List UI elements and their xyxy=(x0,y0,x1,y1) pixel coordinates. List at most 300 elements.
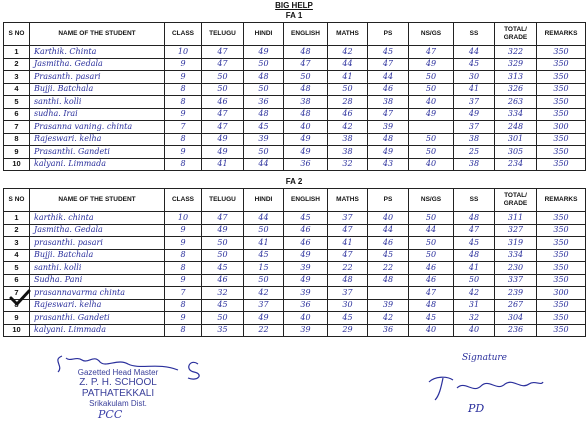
table-cell: 48 xyxy=(284,108,328,121)
table-cell: 8 xyxy=(165,158,202,171)
table-cell: 2 xyxy=(4,224,30,237)
student-name-cell: Jasmitha. Gedala xyxy=(30,58,165,71)
table-cell: 45 xyxy=(328,312,368,325)
table-cell: 234 xyxy=(495,158,537,171)
table-cell: 40 xyxy=(409,96,454,109)
table-cell: 48 xyxy=(284,83,328,96)
student-name-cell: karthik. chinta xyxy=(30,212,165,225)
table-cell: 50 xyxy=(409,249,454,262)
table-cell: 8 xyxy=(165,249,202,262)
table-cell: 301 xyxy=(495,133,537,146)
table-cell: 311 xyxy=(495,212,537,225)
table-cell: 44 xyxy=(328,58,368,71)
table-cell: 50 xyxy=(202,237,244,250)
table-cell: 44 xyxy=(244,158,284,171)
table-cell: 47 xyxy=(202,58,244,71)
table-cell: 45 xyxy=(409,312,454,325)
stamp-line-2: Z. P. H. SCHOOL xyxy=(79,377,157,388)
student-name-cell: Prasanthi. Gandeti xyxy=(30,146,165,159)
fa2-title: FA 2 xyxy=(285,177,303,186)
stamp-line-4: Srikakulam Dist. xyxy=(89,399,147,408)
table-cell: 39 xyxy=(368,121,409,134)
table-cell: 350 xyxy=(537,46,586,59)
table-cell: 236 xyxy=(495,324,537,337)
table-row xyxy=(4,83,586,96)
fa1-col-header: NS/GS xyxy=(409,23,454,46)
table-cell: 8 xyxy=(4,133,30,146)
table-cell: 37 xyxy=(454,121,495,134)
table-cell: 50 xyxy=(409,83,454,96)
table-cell: 8 xyxy=(165,96,202,109)
table-cell: 350 xyxy=(537,158,586,171)
table-cell: 32 xyxy=(454,312,495,325)
pd-label: PD xyxy=(468,402,485,415)
table-cell: 9 xyxy=(165,237,202,250)
table-cell: 38 xyxy=(454,158,495,171)
table-cell: 248 xyxy=(495,121,537,134)
table-cell: 46 xyxy=(202,274,244,287)
table-cell: 47 xyxy=(202,108,244,121)
table-cell: 300 xyxy=(537,287,586,300)
table-cell: 5 xyxy=(4,262,30,275)
fa2-body xyxy=(4,212,586,337)
table-cell: 50 xyxy=(244,224,284,237)
pcc-label: PCC xyxy=(98,408,123,421)
table-cell: 36 xyxy=(284,299,328,312)
fa2-col-header: MATHS xyxy=(328,189,368,212)
table-cell: 10 xyxy=(165,46,202,59)
table-cell: 48 xyxy=(368,133,409,146)
table-cell: 49 xyxy=(244,46,284,59)
table-cell: 46 xyxy=(368,83,409,96)
table-cell: 49 xyxy=(284,133,328,146)
fa2-col-header: PS xyxy=(368,189,409,212)
table-cell: 9 xyxy=(165,71,202,84)
table-row xyxy=(4,158,586,171)
table-cell: 48 xyxy=(284,46,328,59)
table-cell: 47 xyxy=(202,121,244,134)
table-row xyxy=(4,133,586,146)
table-cell: 8 xyxy=(165,299,202,312)
table-cell: 9 xyxy=(165,108,202,121)
table-cell: 31 xyxy=(454,299,495,312)
student-name-cell: santhi. kolli xyxy=(30,96,165,109)
table-cell: 50 xyxy=(409,212,454,225)
table-cell: 39 xyxy=(284,324,328,337)
student-name-cell: kalyani. Limmada xyxy=(30,158,165,171)
fa1-table xyxy=(3,22,586,171)
table-row xyxy=(4,71,586,84)
table-cell: 49 xyxy=(202,146,244,159)
table-cell: 48 xyxy=(454,212,495,225)
table-cell: 350 xyxy=(537,262,586,275)
table-cell: 44 xyxy=(368,224,409,237)
table-cell: 350 xyxy=(537,212,586,225)
table-cell: 305 xyxy=(495,146,537,159)
table-cell: 47 xyxy=(409,46,454,59)
student-name-cell: Rajeswari. kelha xyxy=(30,133,165,146)
table-cell: 3 xyxy=(4,237,30,250)
table-cell: 50 xyxy=(202,249,244,262)
table-cell: 36 xyxy=(244,96,284,109)
table-cell: 30 xyxy=(454,71,495,84)
table-cell: 43 xyxy=(368,158,409,171)
table-cell: 350 xyxy=(537,133,586,146)
student-name-cell: Prasanth. pasari xyxy=(30,71,165,84)
table-cell: 329 xyxy=(495,58,537,71)
table-cell: 10 xyxy=(4,324,30,337)
table-cell xyxy=(368,287,409,300)
table-cell: 50 xyxy=(202,312,244,325)
table-cell: 263 xyxy=(495,96,537,109)
table-cell: 50 xyxy=(284,71,328,84)
table-cell: 46 xyxy=(284,224,328,237)
table-cell: 48 xyxy=(244,108,284,121)
table-cell: 9 xyxy=(165,146,202,159)
table-cell: 8 xyxy=(165,324,202,337)
table-cell: 47 xyxy=(368,58,409,71)
table-cell: 46 xyxy=(409,262,454,275)
fa1-col-header: PS xyxy=(368,23,409,46)
table-cell: 334 xyxy=(495,108,537,121)
fa2-col-header: HINDI xyxy=(244,189,284,212)
student-name-cell: santhi. kolli xyxy=(30,262,165,275)
table-cell: 22 xyxy=(328,262,368,275)
fa1-header-row xyxy=(4,23,586,46)
table-cell: 42 xyxy=(328,121,368,134)
table-cell: 350 xyxy=(537,224,586,237)
table-cell: 45 xyxy=(454,237,495,250)
table-cell: 45 xyxy=(284,212,328,225)
table-cell: 304 xyxy=(495,312,537,325)
table-cell: 7 xyxy=(4,287,30,300)
table-cell: 37 xyxy=(244,299,284,312)
table-cell: 41 xyxy=(454,262,495,275)
fa2-col-header: REMARKS xyxy=(537,189,586,212)
table-cell: 40 xyxy=(409,324,454,337)
table-cell: 49 xyxy=(202,133,244,146)
student-name-cell: prasanthi. pasari xyxy=(30,237,165,250)
table-cell: 45 xyxy=(244,121,284,134)
table-cell: 9 xyxy=(165,58,202,71)
student-name-cell: Rajeswari. kelha xyxy=(30,299,165,312)
student-name-cell: Karthik. Chinta xyxy=(30,46,165,59)
table-cell: 29 xyxy=(328,324,368,337)
table-cell: 40 xyxy=(454,324,495,337)
fa2-header-row xyxy=(4,189,586,212)
table-row xyxy=(4,96,586,109)
table-cell: 48 xyxy=(409,299,454,312)
table-cell: 45 xyxy=(202,262,244,275)
table-cell: 39 xyxy=(244,133,284,146)
fa1-col-header: CLASS xyxy=(165,23,202,46)
table-cell: 48 xyxy=(244,71,284,84)
table-cell: 50 xyxy=(244,83,284,96)
table-cell: 49 xyxy=(409,108,454,121)
table-cell: 47 xyxy=(202,46,244,59)
table-cell: 50 xyxy=(202,71,244,84)
fa1-col-header: ENGLISH xyxy=(284,23,328,46)
table-cell: 49 xyxy=(454,108,495,121)
table-cell: 8 xyxy=(165,83,202,96)
table-cell: 350 xyxy=(537,96,586,109)
table-cell: 5 xyxy=(4,96,30,109)
table-cell: 39 xyxy=(284,287,328,300)
table-cell: 44 xyxy=(409,224,454,237)
fa1-col-header: TOTAL/ GRADE xyxy=(495,23,537,46)
table-cell: 38 xyxy=(328,133,368,146)
table-cell: 47 xyxy=(328,249,368,262)
fa1-col-header: MATHS xyxy=(328,23,368,46)
table-cell: 41 xyxy=(328,71,368,84)
table-row xyxy=(4,287,586,300)
stamp-line-1: Gazetted Head Master xyxy=(77,368,159,377)
table-cell: 49 xyxy=(244,312,284,325)
table-cell: 45 xyxy=(202,299,244,312)
table-cell: 42 xyxy=(328,46,368,59)
table-row xyxy=(4,249,586,262)
table-cell: 37 xyxy=(328,287,368,300)
table-cell: 48 xyxy=(328,274,368,287)
table-cell: 10 xyxy=(4,158,30,171)
table-cell: 50 xyxy=(244,58,284,71)
table-cell: 6 xyxy=(4,108,30,121)
table-cell: 50 xyxy=(409,146,454,159)
table-cell: 8 xyxy=(165,133,202,146)
student-name-cell: Bujji. Batchala xyxy=(30,249,165,262)
table-row xyxy=(4,324,586,337)
student-name-cell: Jasmitha. Gedala xyxy=(30,224,165,237)
table-cell: 350 xyxy=(537,249,586,262)
table-cell: 350 xyxy=(537,237,586,250)
table-row xyxy=(4,237,586,250)
table-cell: 230 xyxy=(495,262,537,275)
table-row xyxy=(4,46,586,59)
table-cell: 49 xyxy=(284,274,328,287)
table-cell: 9 xyxy=(165,274,202,287)
table-cell: 40 xyxy=(284,121,328,134)
table-cell: 50 xyxy=(202,83,244,96)
table-cell: 313 xyxy=(495,71,537,84)
table-cell: 6 xyxy=(4,274,30,287)
table-row xyxy=(4,312,586,325)
table-cell: 334 xyxy=(495,249,537,262)
fa2-table xyxy=(3,188,586,337)
table-cell: 28 xyxy=(328,96,368,109)
table-cell: 46 xyxy=(284,237,328,250)
table-cell: 47 xyxy=(409,287,454,300)
table-cell: 46 xyxy=(202,96,244,109)
table-cell: 48 xyxy=(368,274,409,287)
table-cell: 47 xyxy=(328,224,368,237)
table-cell: 4 xyxy=(4,249,30,262)
table-cell: 45 xyxy=(244,249,284,262)
student-name-cell: Sudha. Pani xyxy=(30,274,165,287)
table-cell: 7 xyxy=(4,121,30,134)
table-cell: 50 xyxy=(409,71,454,84)
table-cell: 2 xyxy=(4,58,30,71)
table-cell: 50 xyxy=(409,237,454,250)
student-name-cell: sudha. Irai xyxy=(30,108,165,121)
student-name-cell: Bujji. Batchala xyxy=(30,83,165,96)
fa1-col-header: NAME OF THE STUDENT xyxy=(30,23,165,46)
table-cell: 350 xyxy=(537,312,586,325)
table-cell: 10 xyxy=(165,212,202,225)
table-cell: 322 xyxy=(495,46,537,59)
table-row xyxy=(4,224,586,237)
table-cell: 42 xyxy=(454,287,495,300)
table-cell: 319 xyxy=(495,237,537,250)
student-name-cell: prasanthi. Gandeti xyxy=(30,312,165,325)
table-row xyxy=(4,121,586,134)
table-cell: 4 xyxy=(4,83,30,96)
fa1-col-header: SS xyxy=(454,23,495,46)
school-stamp xyxy=(48,368,188,408)
table-cell: 49 xyxy=(409,58,454,71)
stamp-line-3: PATHATEKKALI xyxy=(81,388,155,399)
table-cell: 9 xyxy=(165,312,202,325)
fa2-col-header: ENGLISH xyxy=(284,189,328,212)
table-cell: 45 xyxy=(368,249,409,262)
table-row xyxy=(4,58,586,71)
fa1-col-header: TELUGU xyxy=(202,23,244,46)
table-cell: 1 xyxy=(4,212,30,225)
student-name-cell: kalyani. Limmada xyxy=(30,324,165,337)
table-cell: 3 xyxy=(4,71,30,84)
table-cell: 48 xyxy=(454,249,495,262)
table-cell: 30 xyxy=(328,299,368,312)
table-cell: 300 xyxy=(537,121,586,134)
table-cell: 50 xyxy=(244,146,284,159)
table-cell: 45 xyxy=(454,58,495,71)
table-cell: 40 xyxy=(284,312,328,325)
table-cell: 50 xyxy=(244,274,284,287)
table-cell: 35 xyxy=(202,324,244,337)
document-title: BIG HELP xyxy=(275,1,313,10)
table-cell: 22 xyxy=(244,324,284,337)
fa2-col-header: CLASS xyxy=(165,189,202,212)
table-cell: 47 xyxy=(202,212,244,225)
table-cell: 337 xyxy=(495,274,537,287)
table-cell: 15 xyxy=(244,262,284,275)
table-cell: 49 xyxy=(284,146,328,159)
table-cell: 38 xyxy=(368,96,409,109)
fa2-col-header: S NO xyxy=(4,189,30,212)
table-cell: 50 xyxy=(409,133,454,146)
table-cell: 327 xyxy=(495,224,537,237)
table-cell: 1 xyxy=(4,46,30,59)
table-cell: 350 xyxy=(537,146,586,159)
table-cell: 38 xyxy=(328,146,368,159)
table-cell: 47 xyxy=(368,108,409,121)
table-cell: 39 xyxy=(284,262,328,275)
table-cell: 46 xyxy=(368,237,409,250)
table-cell: 25 xyxy=(454,146,495,159)
table-cell: 49 xyxy=(368,146,409,159)
table-cell: 9 xyxy=(4,312,30,325)
table-cell: 7 xyxy=(165,121,202,134)
table-cell: 9 xyxy=(165,224,202,237)
table-cell: 239 xyxy=(495,287,537,300)
table-cell: 36 xyxy=(368,324,409,337)
table-cell: 39 xyxy=(368,299,409,312)
checkmark-icon xyxy=(9,289,31,307)
table-cell: 46 xyxy=(409,274,454,287)
table-cell: 41 xyxy=(202,158,244,171)
table-cell: 44 xyxy=(454,46,495,59)
table-cell: 350 xyxy=(537,58,586,71)
student-name-cell: prasannavarma chinta xyxy=(30,287,165,300)
table-cell: 42 xyxy=(244,287,284,300)
table-cell: 350 xyxy=(537,108,586,121)
table-cell: 41 xyxy=(244,237,284,250)
table-cell: 42 xyxy=(368,312,409,325)
table-cell: 47 xyxy=(284,58,328,71)
table-cell: 32 xyxy=(202,287,244,300)
fa2-col-header: TOTAL/ GRADE xyxy=(495,189,537,212)
pd-signature xyxy=(425,368,545,403)
table-cell: 9 xyxy=(4,146,30,159)
fa1-body xyxy=(4,46,586,171)
table-cell: 49 xyxy=(202,224,244,237)
fa1-col-header: HINDI xyxy=(244,23,284,46)
table-row xyxy=(4,274,586,287)
table-cell: 44 xyxy=(368,71,409,84)
table-cell: 350 xyxy=(537,299,586,312)
table-cell: 47 xyxy=(454,224,495,237)
table-cell: 38 xyxy=(284,96,328,109)
signature-label: Signature xyxy=(462,353,508,363)
table-cell: 41 xyxy=(328,237,368,250)
table-row xyxy=(4,108,586,121)
fa1-col-header: S NO xyxy=(4,23,30,46)
table-cell: 49 xyxy=(284,249,328,262)
table-cell: 326 xyxy=(495,83,537,96)
table-cell: 37 xyxy=(454,96,495,109)
table-cell: 8 xyxy=(4,299,30,312)
fa2-col-header: SS xyxy=(454,189,495,212)
table-cell: 46 xyxy=(328,108,368,121)
fa1-title: FA 1 xyxy=(285,11,303,20)
table-row xyxy=(4,146,586,159)
table-cell: 50 xyxy=(328,83,368,96)
fa1-col-header: REMARKS xyxy=(537,23,586,46)
table-cell: 8 xyxy=(165,262,202,275)
student-name-cell: Prasanna vaning. chinta xyxy=(30,121,165,134)
table-cell: 32 xyxy=(328,158,368,171)
table-row xyxy=(4,212,586,225)
table-cell: 350 xyxy=(537,83,586,96)
table-cell: 41 xyxy=(454,83,495,96)
table-cell: 38 xyxy=(454,133,495,146)
fa2-col-header: TELUGU xyxy=(202,189,244,212)
table-cell: 267 xyxy=(495,299,537,312)
table-cell: 22 xyxy=(368,262,409,275)
table-cell: 36 xyxy=(284,158,328,171)
table-cell: 7 xyxy=(165,287,202,300)
table-cell: 350 xyxy=(537,324,586,337)
table-cell: 40 xyxy=(409,158,454,171)
table-cell: 350 xyxy=(537,71,586,84)
table-cell: 350 xyxy=(537,274,586,287)
table-cell: 44 xyxy=(244,212,284,225)
table-cell: 50 xyxy=(454,274,495,287)
table-cell: 37 xyxy=(328,212,368,225)
fa2-col-header: NS/GS xyxy=(409,189,454,212)
fa2-col-header: NAME OF THE STUDENT xyxy=(30,189,165,212)
table-cell: 40 xyxy=(368,212,409,225)
table-cell xyxy=(409,121,454,134)
